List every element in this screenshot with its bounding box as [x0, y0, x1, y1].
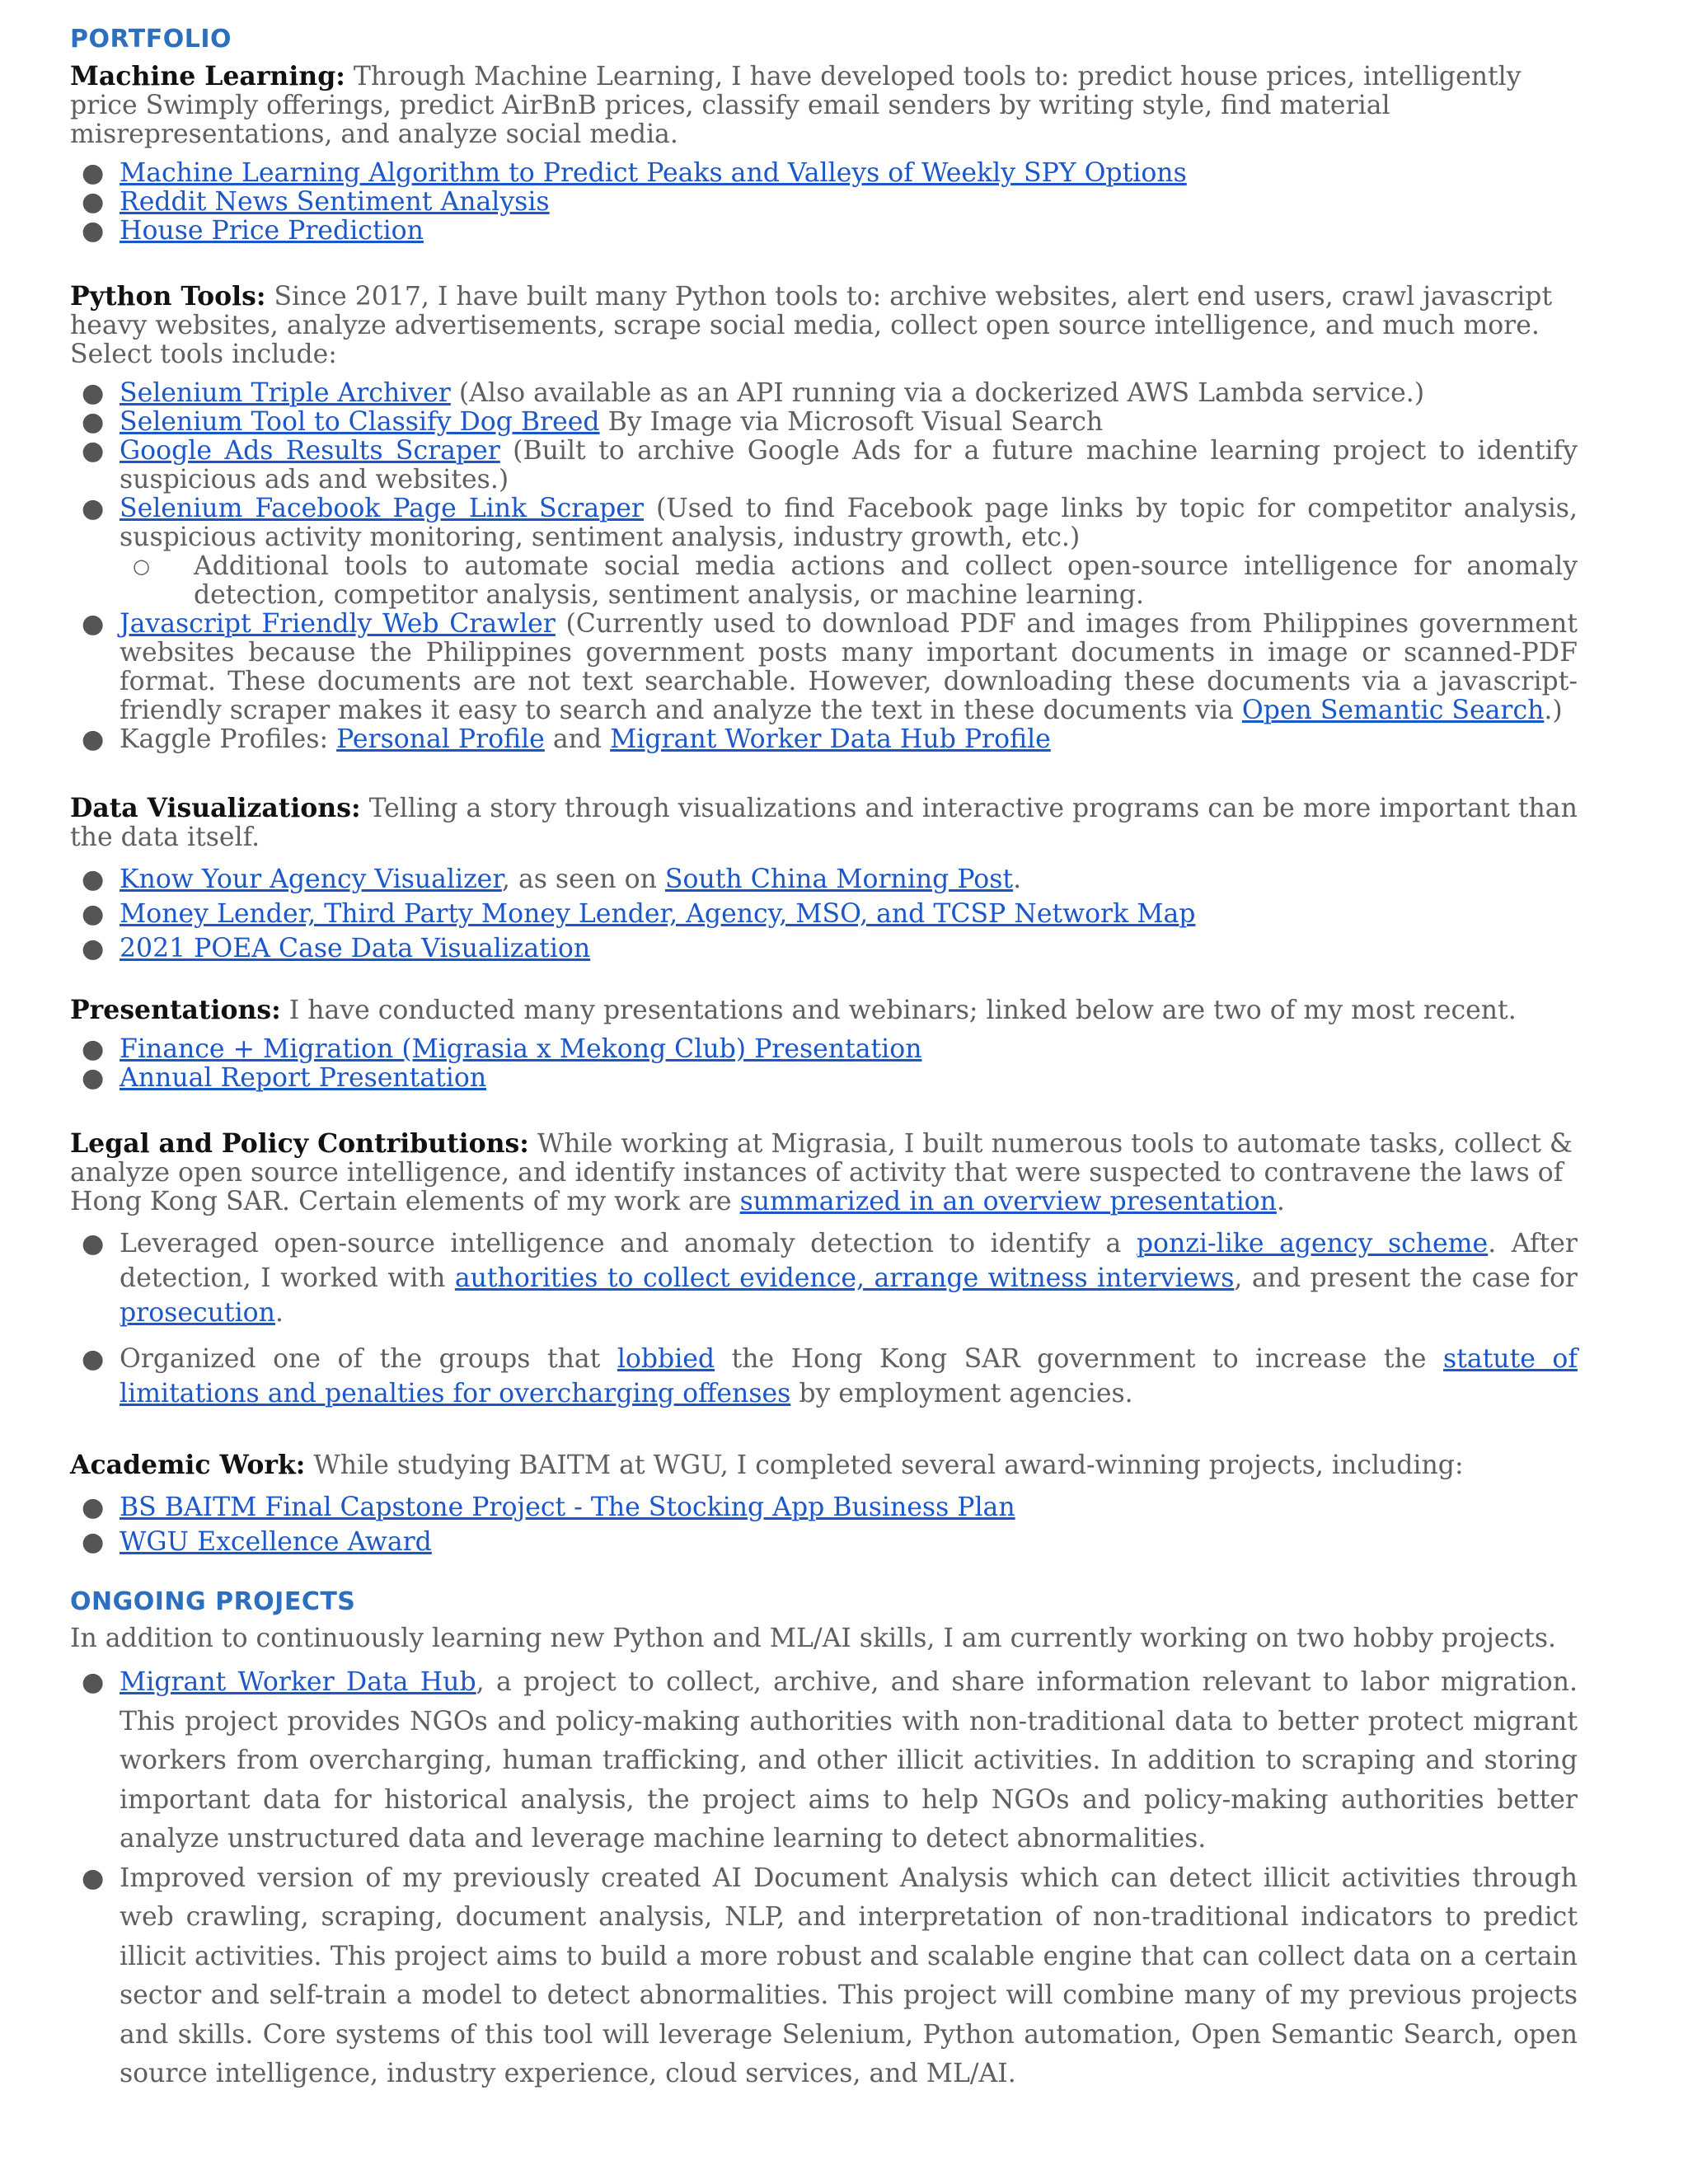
- legal-item-text: Organized one of the groups that: [120, 1344, 617, 1374]
- python-sub-item-text: Additional tools to automate social media actions and collect open-source intelligence for anomaly detection, competitor analysis, sentiment analysis, or machine learning.: [194, 551, 1578, 610]
- academic-paragraph: [70, 1451, 1578, 1480]
- python-item-text: (Also available as an API running via a dockerized AWS Lambda service.): [450, 378, 1425, 408]
- crawler-tail: .): [1544, 696, 1563, 725]
- python-item-text: (Used to find Facebook page links by topic for competitor analysis, suspicious activity monitoring, sentiment analysis, industry growth, etc.): [120, 494, 1578, 552]
- bullet-icon: ●: [82, 1063, 105, 1093]
- bullet-icon: ●: [82, 865, 105, 894]
- ml-link-house[interactable]: House Price Prediction: [120, 216, 424, 246]
- bullet-icon: ●: [82, 934, 105, 963]
- ongoing-item-text: Improved version of my previously created AI Document Analysis which can detect illicit activities through web crawling, scraping, document analysis, NLP, and interpretation of non-traditional indicators to predict illicit activities. This project aims to build a more robust and scalable engine that can collect data on a certain sector and self-train a model to detect abnormalities. This project will combine many of my previous projects and skills. Core systems of this tool will leverage Selenium, Python automation, Open Semantic Search, open source intelligence, industry experience, cloud services, and ML/AI.: [120, 1863, 1578, 2088]
- python-lead: Python Tools:: [70, 281, 266, 312]
- legal-item-text: .: [274, 1298, 284, 1328]
- bullet-icon: ●: [82, 407, 105, 437]
- legal-item-text: by employment agencies.: [790, 1379, 1133, 1408]
- legal-paragraph: [70, 1129, 1578, 1216]
- presentations-list: [70, 1035, 1578, 1093]
- python-link-dog-breed[interactable]: Selenium Tool to Classify Dog Breed: [120, 407, 600, 437]
- list-item: [70, 408, 1578, 437]
- ml-paragraph: [70, 62, 1578, 149]
- bullet-icon: ●: [82, 1667, 105, 1697]
- ml-link-spy[interactable]: Machine Learning Algorithm to Predict Peaks and Valleys of Weekly SPY Options: [120, 158, 1187, 188]
- ml-text: Through Machine Learning, I have developed tools to: predict house prices, intelligently price Swimply offerings, predict AirBnB prices, classify email senders by writing style, find material misrepresentations, and analyze social media.: [70, 62, 1522, 149]
- python-item-text: (Built to archive Google Ads for a future machine learning project to identify suspicious ads and websites.): [120, 436, 1578, 494]
- know-your-agency-link[interactable]: Know Your Agency Visualizer: [120, 865, 502, 894]
- bullet-icon: ●: [82, 1493, 105, 1522]
- kaggle-personal-link[interactable]: Personal Profile: [336, 724, 545, 754]
- list-item: [70, 862, 1578, 897]
- ongoing-item-text: , a project to collect, archive, and share information relevant to labor migration. This project provides NGOs and policy-making authorities with non-traditional data to better protect migrant workers from overcharging, human trafficking, and other illicit activities. In addition to scraping and storing important data for historical analysis, the project aims to help NGOs and policy-making authorities better analyze unstructured data and leverage machine learning to detect abnormalities.: [120, 1667, 1578, 1854]
- python-paragraph: [70, 282, 1578, 369]
- dataviz-list: [70, 862, 1578, 966]
- presentations-text: I have conducted many presentations and webinars; linked below are two of my most recent.: [280, 996, 1517, 1025]
- list-item: [70, 1859, 1578, 2094]
- statute-link[interactable]: statute of limitations and penalties for overcharging offenses: [120, 1344, 1578, 1408]
- overview-presentation-link[interactable]: summarized in an overview presentation: [739, 1187, 1277, 1216]
- finance-migration-link[interactable]: Finance + Migration (Migrasia x Mekong Club) Presentation: [120, 1034, 922, 1064]
- bullet-icon: ●: [82, 609, 105, 639]
- bullet-icon: ●: [82, 494, 105, 523]
- ongoing-intro: In addition to continuously learning new Python and ML/AI skills, I am currently working on two hobby projects.: [70, 1624, 1557, 1653]
- dataviz-paragraph: [70, 794, 1578, 852]
- open-semantic-search-link[interactable]: Open Semantic Search: [1241, 696, 1545, 725]
- list-item: [70, 1342, 1578, 1411]
- bullet-icon: ●: [82, 216, 105, 246]
- ponzi-scheme-link[interactable]: ponzi-like agency scheme: [1136, 1229, 1489, 1258]
- kaggle-and: and: [544, 724, 611, 754]
- python-list: [70, 379, 1578, 754]
- capstone-link[interactable]: BS BAITM Final Capstone Project - The Stocking App Business Plan: [120, 1493, 1015, 1522]
- network-map-link[interactable]: Money Lender, Third Party Money Lender, Agency, MSO, and TCSP Network Map: [120, 899, 1196, 929]
- bullet-icon: ●: [82, 187, 105, 217]
- authorities-link[interactable]: authorities to collect evidence, arrange witness interviews: [454, 1263, 1235, 1293]
- bullet-icon: ●: [82, 1863, 105, 1893]
- kaggle-mwdh-link[interactable]: Migrant Worker Data Hub Profile: [610, 724, 1051, 754]
- bullet-icon: ●: [82, 899, 105, 929]
- kaggle-prefix: Kaggle Profiles:: [120, 724, 337, 754]
- presentations-paragraph: [70, 996, 1578, 1025]
- ongoing-projects-heading: ONGOING PROJECTS: [70, 1587, 356, 1616]
- academic-text: While studying BAITM at WGU, I completed several award-winning projects, including:: [305, 1451, 1464, 1480]
- dataviz-text: Telling a story through visualizations and interactive programs can be more important than the data itself.: [70, 794, 1578, 852]
- legal-lead: Legal and Policy Contributions:: [70, 1128, 529, 1159]
- sub-list-item: [70, 552, 1578, 610]
- bullet-icon: ●: [82, 378, 105, 408]
- list-item: [70, 159, 1578, 188]
- dataviz-item-mid: , as seen on: [501, 865, 665, 894]
- bullet-icon: ●: [82, 1034, 105, 1064]
- legal-text: While working at Migrasia, I built numerous tools to automate tasks, collect & analyze open source intelligence, and identify instances of activity that were suspected to contravene the laws of Hong Kong SAR. Certain elements of my work are: [70, 1129, 1573, 1216]
- python-text: Since 2017, I have built many Python tools to: archive websites, alert end users, crawl javascript heavy websites, analyze advertisements, scrape social media, collect open source intelligence, and much more. Select tools include:: [70, 282, 1553, 369]
- dataviz-lead: Data Visualizations:: [70, 793, 361, 823]
- bullet-icon: ●: [82, 1527, 105, 1557]
- list-item: [70, 1035, 1578, 1064]
- migrant-worker-data-hub-link[interactable]: Migrant Worker Data Hub: [120, 1667, 476, 1697]
- list-item: [70, 379, 1578, 408]
- crawler-text: (Currently used to download PDF and images from Philippines government websites because the Philippines government posts many important documents in image or scanned-PDF format. These documents are not text searchable. However, downloading these documents via a javascript-friendly scraper makes it easy to search and analyze the text in these documents via: [120, 609, 1578, 725]
- circle-bullet-icon: ○: [133, 555, 150, 578]
- list-item: [70, 1226, 1578, 1330]
- portfolio-heading: PORTFOLIO: [70, 25, 232, 54]
- wgu-award-link[interactable]: WGU Excellence Award: [120, 1527, 432, 1557]
- bullet-icon: ●: [82, 1229, 105, 1258]
- python-link-facebook[interactable]: Selenium Facebook Page Link Scraper: [120, 494, 644, 523]
- list-item: [70, 188, 1578, 217]
- list-item: [70, 1064, 1578, 1093]
- list-item: [70, 437, 1578, 494]
- bullet-icon: ●: [82, 724, 105, 754]
- lobbied-link[interactable]: lobbied: [617, 1344, 715, 1374]
- legal-item-text: , and present the case for: [1234, 1263, 1578, 1293]
- academic-list: [70, 1490, 1578, 1559]
- bullet-icon: ●: [82, 158, 105, 188]
- ongoing-list: [70, 1663, 1578, 2094]
- list-item: [70, 725, 1578, 754]
- list-item: [70, 897, 1578, 931]
- legal-item-text: the Hong Kong SAR government to increase the: [715, 1344, 1444, 1374]
- python-link-crawler[interactable]: Javascript Friendly Web Crawler: [120, 609, 556, 639]
- list-item: [70, 1525, 1578, 1559]
- legal-tail: .: [1276, 1187, 1285, 1216]
- bullet-icon: ●: [82, 436, 105, 466]
- list-item: [70, 494, 1578, 552]
- python-link-archiver[interactable]: Selenium Triple Archiver: [120, 378, 451, 408]
- legal-list: [70, 1226, 1578, 1411]
- python-link-google-ads[interactable]: Google Ads Results Scraper: [120, 436, 500, 466]
- poea-visualization-link[interactable]: 2021 POEA Case Data Visualization: [120, 934, 591, 963]
- legal-item-text: . After detection, I worked with: [120, 1229, 1578, 1293]
- list-item: [70, 217, 1578, 246]
- list-item: [70, 1490, 1578, 1525]
- list-item: [70, 610, 1578, 725]
- scmp-link[interactable]: South China Morning Post: [664, 865, 1014, 894]
- python-item-text: By Image via Microsoft Visual Search: [599, 407, 1104, 437]
- ml-lead: Machine Learning:: [70, 61, 345, 91]
- list-item: [70, 931, 1578, 966]
- presentations-lead: Presentations:: [70, 995, 281, 1025]
- prosecution-link[interactable]: prosecution: [120, 1298, 275, 1328]
- academic-lead: Academic Work:: [70, 1450, 306, 1480]
- annual-report-link[interactable]: Annual Report Presentation: [120, 1063, 487, 1093]
- list-item: [70, 1663, 1578, 1859]
- ml-link-reddit[interactable]: Reddit News Sentiment Analysis: [120, 187, 550, 217]
- legal-item-text: Leveraged open-source intelligence and anomaly detection to identify a: [120, 1229, 1137, 1258]
- bullet-icon: ●: [82, 1344, 105, 1374]
- dataviz-item-tail: .: [1013, 865, 1022, 894]
- ml-list: [70, 159, 1578, 246]
